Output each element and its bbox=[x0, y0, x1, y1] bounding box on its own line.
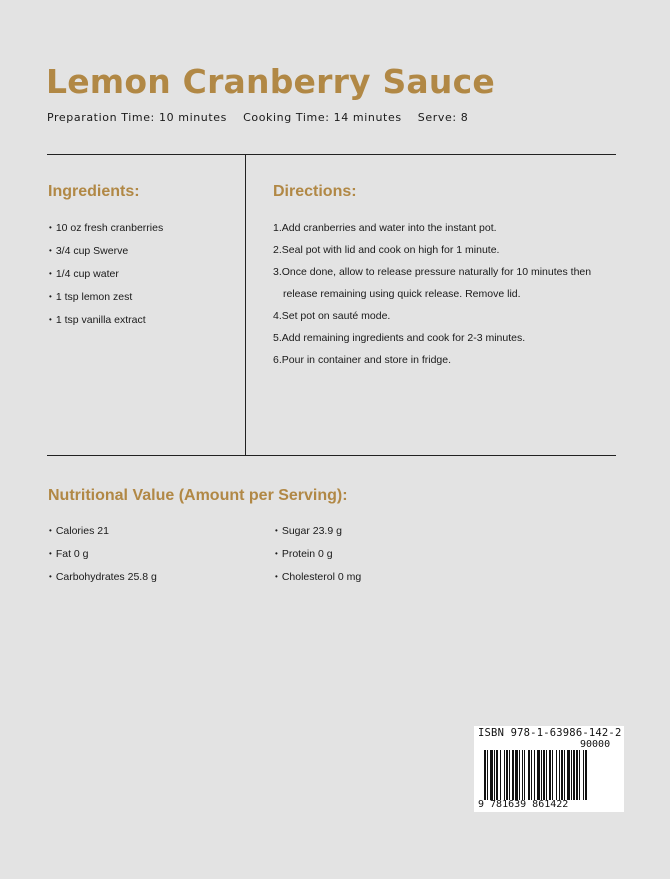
list-item: • Sugar 23.9 g bbox=[275, 520, 475, 543]
list-item: • Fat 0 g bbox=[49, 543, 249, 566]
barcode-bar bbox=[552, 750, 553, 800]
barcode-bar bbox=[496, 750, 498, 800]
ingredients-heading: Ingredients: bbox=[48, 183, 140, 200]
list-item bbox=[273, 261, 628, 305]
list-item: 6.Pour in container and store in fridge. bbox=[273, 354, 452, 366]
list-item: 4.Set pot on sauté mode. bbox=[273, 310, 391, 322]
list-item: • 1 tsp lemon zest bbox=[49, 286, 239, 309]
barcode-bar bbox=[484, 750, 486, 800]
bottom-divider bbox=[47, 455, 616, 456]
barcode-bar bbox=[543, 750, 545, 800]
list-item: • 10 oz fresh cranberries bbox=[49, 217, 239, 240]
barcode-bar bbox=[487, 750, 488, 800]
barcode-bar bbox=[522, 750, 523, 800]
barcode-bar bbox=[564, 750, 565, 800]
ingredients-list bbox=[49, 217, 239, 332]
isbn-text: ISBN 978-1-63986-142-2 bbox=[478, 727, 622, 739]
barcode-bar bbox=[573, 750, 575, 800]
barcode-bar bbox=[546, 750, 547, 800]
barcode-bar bbox=[567, 750, 570, 800]
barcode-bar bbox=[506, 750, 508, 800]
list-item: 2.Seal pot with lid and cook on high for 1 minute. bbox=[273, 244, 500, 256]
price-code: 90000 bbox=[580, 739, 611, 750]
barcode-bar bbox=[561, 750, 563, 800]
list-item: • 3/4 cup Swerve bbox=[49, 240, 239, 263]
column-divider bbox=[245, 154, 246, 456]
list-item: • 1/4 cup water bbox=[49, 263, 239, 286]
list-item: • Carbohydrates 25.8 g bbox=[49, 566, 249, 589]
barcode-bar bbox=[509, 750, 510, 800]
list-item: • 1 tsp vanilla extract bbox=[49, 309, 239, 332]
barcode-bar bbox=[528, 750, 530, 800]
barcode-bar bbox=[556, 750, 557, 800]
recipe-title: Lemon Cranberry Sauce bbox=[46, 62, 495, 101]
barcode-bar bbox=[534, 750, 535, 800]
barcode-bars bbox=[484, 750, 618, 800]
directions-heading: Directions: bbox=[273, 183, 357, 200]
nutrition-list-right bbox=[275, 520, 475, 589]
list-item: 5.Add remaining ingredients and cook for 2-3 minutes. bbox=[273, 332, 526, 344]
top-divider bbox=[47, 154, 616, 155]
barcode-bar bbox=[512, 750, 514, 800]
list-item: • Cholesterol 0 mg bbox=[275, 566, 475, 589]
barcode-bar bbox=[541, 750, 542, 800]
list-item: • Calories 21 bbox=[49, 520, 249, 543]
barcode-bar bbox=[559, 750, 560, 800]
barcode-bar bbox=[537, 750, 540, 800]
direction-step-3: 3.Once done, allow to release pressure naturally for 10 minutes then release remaining using quick release. Remove lid. bbox=[273, 266, 592, 300]
prep-time: Preparation Time: 10 minutes bbox=[47, 111, 227, 124]
barcode-bar bbox=[500, 750, 501, 800]
barcode-bar bbox=[583, 750, 584, 800]
barcode-bar bbox=[515, 750, 518, 800]
directions-list bbox=[273, 217, 628, 371]
barcode-bar bbox=[579, 750, 580, 800]
barcode-bar bbox=[585, 750, 587, 800]
nutrition-list-left bbox=[49, 520, 249, 589]
barcode-bar bbox=[504, 750, 505, 800]
barcode-label bbox=[474, 726, 624, 812]
list-item: 1.Add cranberries and water into the instant pot. bbox=[273, 222, 497, 234]
cook-time: Cooking Time: 14 minutes bbox=[243, 111, 402, 124]
barcode-bar bbox=[524, 750, 525, 800]
serve-count: Serve: 8 bbox=[417, 111, 469, 124]
ean-text: 9 781639 861422 bbox=[478, 799, 569, 810]
barcode-bar bbox=[576, 750, 578, 800]
barcode-bar bbox=[490, 750, 493, 800]
nutrition-heading: Nutritional Value (Amount per Serving): bbox=[48, 487, 348, 504]
barcode-bar bbox=[571, 750, 572, 800]
list-item: • Protein 0 g bbox=[275, 543, 475, 566]
barcode-bar bbox=[494, 750, 495, 800]
recipe-meta bbox=[47, 111, 480, 124]
barcode-bar bbox=[549, 750, 551, 800]
barcode-bar bbox=[519, 750, 520, 800]
barcode-bar bbox=[531, 750, 532, 800]
